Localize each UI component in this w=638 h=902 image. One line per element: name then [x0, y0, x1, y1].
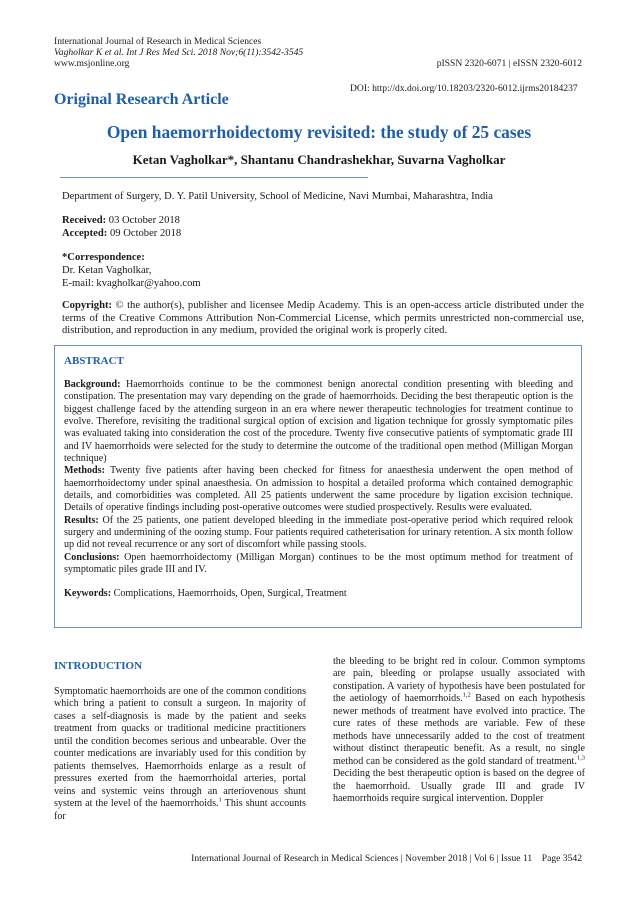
methods-label: Methods:	[64, 465, 105, 477]
abstract-keywords	[64, 588, 573, 600]
article-type: Original Research Article	[54, 91, 229, 108]
citation-ref[interactable]: 1,2	[462, 692, 471, 699]
issn-line: pISSN 2320-6071 | eISSN 2320-6012	[436, 58, 582, 69]
correspondence-label: *Correspondence:	[62, 252, 145, 263]
intro-left-text: Symptomatic haemorrhoids are one of the common conditions which bring a patient to consult a surgeon. In majority of cases a self-diagnosis is made by the patient and seeks treatment from quacks or traditional medicine practitioners until the condition becomes serious and unbearable. Over the counter medications are invariably used for this condition by patients themselves. Haemorrhoids enlarge as a result of pressures exerted from the haemorrhoidal arteries, portal veins and systemic veins through an arteriovenous shunt system at the level of the haemorrhoids.	[54, 686, 307, 810]
intro-right-column	[333, 656, 585, 805]
background-label: Background:	[64, 379, 121, 390]
abstract-conclusions	[64, 552, 573, 577]
website-link[interactable]: www.msjonline.org	[54, 58, 130, 69]
copyright-text: © the author(s), publisher and licensee Medip Academy. This is an open-access article distributed under the terms of the Creative Commons Attribution Non-Commercial License, which permits unrestricted non-commercial use, distribution, and reproduction in any medium, provided the original work is properly cited.	[62, 300, 584, 337]
author-list: Ketan Vagholkar*, Shantanu Chandrashekhar, Suvarna Vagholkar	[132, 152, 506, 167]
received-label: Received:	[62, 215, 107, 226]
correspondence-name: Dr. Ketan Vagholkar,	[62, 265, 152, 276]
article-title: Open haemorrhoidectomy revisited: the study of 25 cases	[106, 122, 532, 142]
correspondence-email[interactable]: E-mail: kvagholkar@yahoo.com	[62, 278, 201, 289]
conclusions-label: Conclusions:	[64, 551, 120, 563]
citation-line: Vagholkar K et al. Int J Res Med Sci. 2018 Nov;6(11):3542-3545	[54, 47, 304, 58]
affiliation: Department of Surgery, D. Y. Patil University, School of Medicine, Navi Mumbai, Maharashtra, India	[62, 191, 493, 202]
citation-ref[interactable]: 1	[218, 796, 222, 804]
abstract-background	[64, 379, 573, 465]
results-text: Of the 25 patients, one patient developed bleeding in the immediate post-operative period which required relook surgery and undermining of the oozing stump. Four patients required catheterisation for urinary retention. A six month follow up did not reveal recurrence or any sort of discomfort while passing stools.	[64, 514, 574, 551]
journal-name: International Journal of Research in Medical Sciences	[54, 36, 262, 47]
doi-link[interactable]: DOI: http://dx.doi.org/10.18203/2320-6012.ijrms20184237	[350, 83, 578, 94]
accepted-date	[62, 228, 181, 241]
copyright-label: Copyright:	[62, 300, 113, 311]
abstract-heading: ABSTRACT	[64, 355, 124, 367]
intro-right-text-a: the bleeding to be bright red in colour. Common symptoms are pain, bleeding or prolapse usually associated with constipation. A variety of hypothesis have been postulated for the aetiology of haemorrhoids.	[333, 656, 585, 705]
results-label: Results:	[64, 514, 99, 526]
title-divider	[60, 177, 368, 178]
introduction-heading: INTRODUCTION	[54, 660, 143, 672]
keywords-text: Complications, Haemorrhoids, Open, Surgical, Treatment	[113, 587, 347, 599]
page-footer: International Journal of Research in Medical Sciences | November 2018 | Vol 6 | Issue 11 Page 3542	[191, 853, 582, 864]
background-text: Haemorrhoids continue to be the commonest benign anorectal condition presenting with bleeding and constipation. The presentation may vary depending on the grade of haemorrhoids. Deciding the best therapeutic option is the biggest challenge faced by the attending surgeon in an era where newer therapeutic technologies for treatment continue to evolve. Therefore, revisiting the traditional surgical option of excision and ligation technique for grossly symptomatic piles was evaluated taking into consideration the cost of the procedure. Twenty five consecutive patients of symptomatic grade III and IV haemorrhoids were selected for the study to determine the outcome of the traditional open method (Milligan Morgan technique)	[64, 379, 573, 465]
conclusions-text: Open haemorrhoidectomy (Milligan Morgan) continues to be the most optimum method for treatment of symptomatic piles grade III and IV.	[64, 551, 573, 576]
intro-right-text-b: Based on each hypothesis newer methods of treatment have evolved into practice. The cure rates of these methods are variable. Few of these methods have unnecessarily added to the cost of treatment without distinct therapeutic benefit. As a result, no single method can be considered as the gold standard of treatment.	[333, 693, 585, 767]
citation-ref[interactable]: 1,3	[576, 754, 585, 762]
intro-left-tail: This shunt accounts for	[54, 798, 306, 822]
received-date	[62, 215, 180, 228]
abstract-body	[64, 379, 573, 600]
abstract-results	[64, 515, 573, 552]
accepted-value: 09 October 2018	[109, 228, 182, 239]
received-value: 03 October 2018	[108, 215, 180, 226]
accepted-label: Accepted:	[62, 228, 108, 239]
intro-left-column	[54, 686, 306, 823]
keywords-label: Keywords:	[64, 587, 112, 599]
intro-right-text-c: Deciding the best therapeutic option is based on the degree of the haemorrhoid. Usually grade III and grade IV haemorrhoids require surgical intervention. Doppler	[333, 768, 585, 804]
abstract-methods	[64, 465, 573, 514]
abstract-box	[54, 345, 582, 628]
methods-text: Twenty five patients after having been checked for fitness for anaesthesia underwent the open method of haemorrhoidectomy under spinal anaesthesia. On admission to hospital a detailed proforma which contained demographic details, and comorbidities was completed. All 25 patients underwent the same procedure by ligation excision technique. Details of operative findings including post-operative outcomes were studied prospectively. Results were evaluated.	[64, 465, 573, 514]
copyright-notice	[62, 300, 584, 338]
